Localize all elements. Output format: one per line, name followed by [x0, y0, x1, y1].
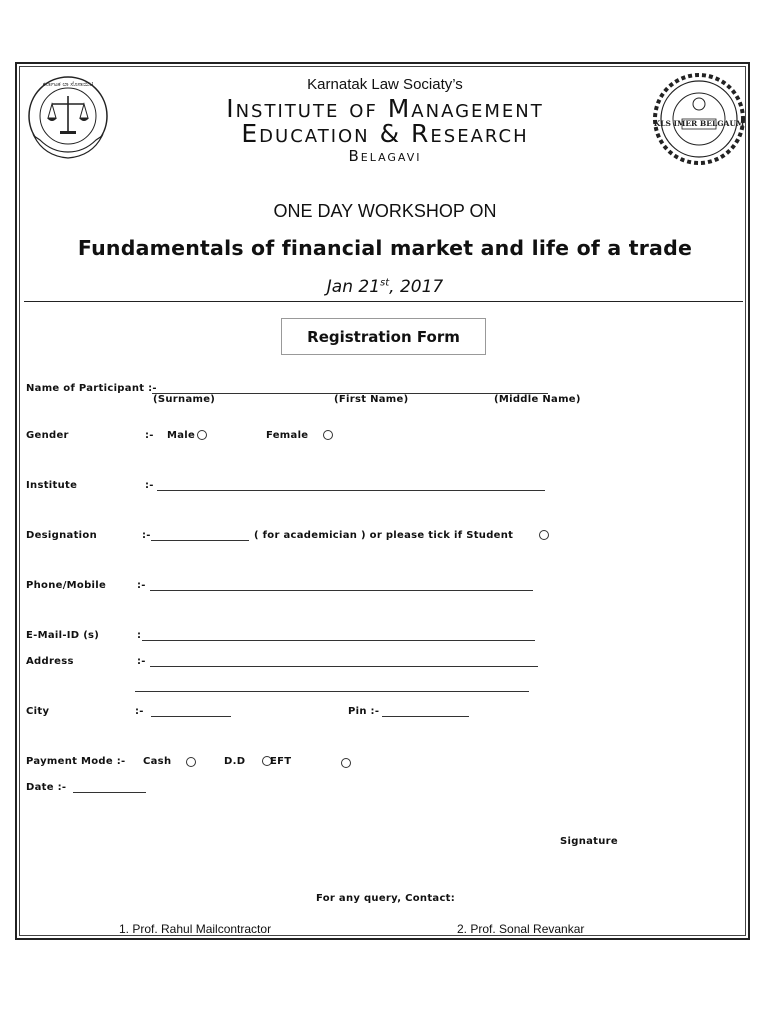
form-inner-border — [19, 66, 746, 936]
first-name-hint: (First Name) — [334, 394, 409, 405]
workshop-label: ONE DAY WORKSHOP ON — [273, 201, 497, 221]
student-radio[interactable] — [539, 530, 549, 540]
address-separator: :- — [137, 656, 146, 667]
eft-label: EFT — [270, 756, 292, 767]
contact-2: 2. Prof. Sonal Revankar — [457, 922, 585, 936]
name-label: Name of Participant :- — [26, 383, 157, 394]
designation-hint: ( for academician ) or please tick if Student — [254, 530, 514, 541]
pin-label: Pin :- — [348, 706, 380, 717]
query-label: For any query, Contact: — [316, 893, 456, 904]
city-separator: :- — [135, 706, 144, 717]
male-radio[interactable] — [197, 430, 207, 440]
designation-field[interactable] — [151, 540, 249, 541]
city-field[interactable] — [151, 716, 231, 717]
signature-label: Signature — [560, 836, 618, 847]
workshop-date-suffix: , 2017 — [389, 277, 444, 297]
surname-hint: (Surname) — [153, 394, 216, 405]
city-label: City — [26, 706, 50, 717]
cash-label: Cash — [143, 756, 172, 767]
pin-field[interactable] — [382, 716, 469, 717]
address-field-line2[interactable] — [135, 691, 529, 692]
registration-form-title — [281, 318, 486, 355]
gender-label: Gender — [26, 430, 69, 441]
institute-separator: :- — [145, 480, 154, 491]
date-field[interactable] — [73, 792, 146, 793]
female-radio[interactable] — [323, 430, 333, 440]
payment-mode-label: Payment Mode :- — [26, 756, 126, 767]
email-label: E-Mail-ID (s) — [26, 630, 100, 641]
email-field[interactable] — [142, 640, 535, 641]
workshop-title: Fundamentals of financial market and life of a trade — [77, 236, 693, 260]
cash-radio[interactable] — [186, 757, 196, 767]
institute-name-line1: Institute of Management — [226, 94, 544, 123]
male-label: Male — [167, 430, 196, 441]
phone-field[interactable] — [150, 590, 533, 591]
female-label: Female — [266, 430, 309, 441]
workshop-date-prefix: Jan 21 — [326, 277, 381, 297]
phone-separator: :- — [137, 580, 146, 591]
eft-radio[interactable] — [341, 758, 351, 768]
workshop-date — [0, 277, 770, 297]
dd-label: D.D — [224, 756, 246, 767]
workshop-date-sup: st — [380, 277, 390, 289]
designation-label: Designation — [26, 530, 97, 541]
society-name: Karnatak Law Sociaty’s — [307, 76, 463, 93]
date-label: Date :- — [26, 782, 67, 793]
kls-imer-seal-text: KLS IMER BELGAUM — [653, 119, 745, 128]
institute-city: Belagavi — [348, 147, 422, 165]
registration-form-title-text: Registration Form — [307, 327, 460, 346]
phone-label: Phone/Mobile — [26, 580, 107, 591]
middle-name-hint: (Middle Name) — [494, 394, 581, 405]
gender-separator: :- — [145, 430, 154, 441]
designation-separator: :- — [142, 530, 151, 541]
address-field-line1[interactable] — [150, 666, 538, 667]
institute-label: Institute — [26, 480, 78, 491]
kls-seal-text: ಕರ್ನಾಟಕ ಲಾ ಸೊಸಾಯಿಟಿ — [42, 81, 94, 88]
email-separator: : — [137, 630, 142, 641]
institute-name-line2: Education & Research — [241, 119, 529, 148]
institute-field[interactable] — [157, 490, 545, 491]
address-label: Address — [26, 656, 74, 667]
contact-1: 1. Prof. Rahul Mailcontractor — [119, 922, 272, 936]
header-divider — [24, 301, 743, 302]
